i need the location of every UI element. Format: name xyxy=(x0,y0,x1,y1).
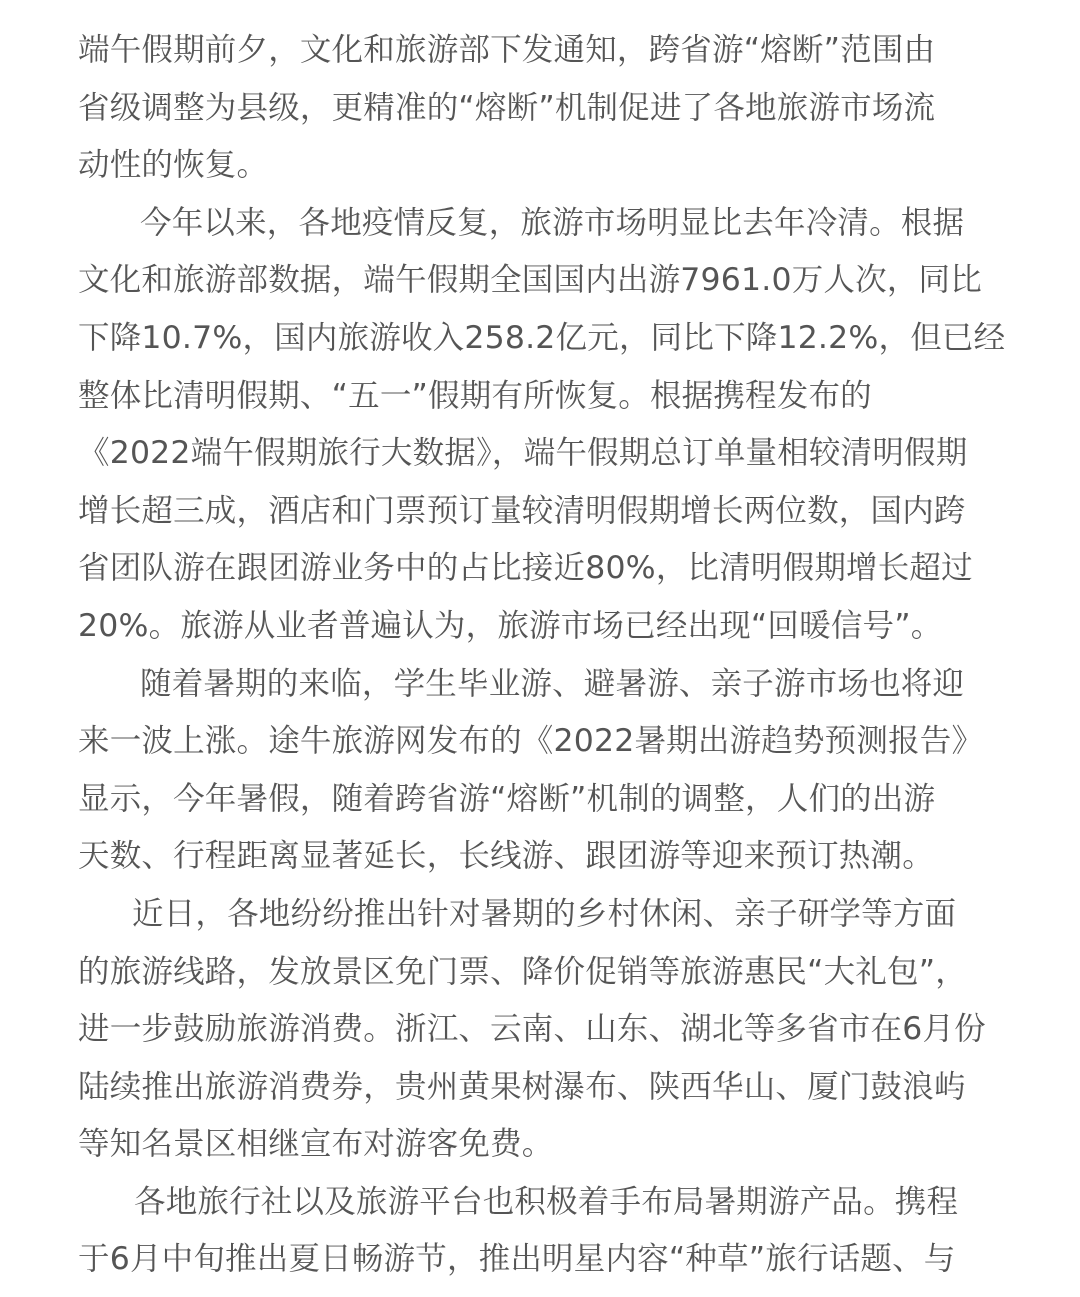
paragraph-3-summer-travel-forecast xyxy=(78,656,1008,886)
text-line: 文化和旅游部数据，端午假期全国国内出游7961.0万人次，同比 xyxy=(78,262,982,299)
text-line: 动性的恢复。 xyxy=(78,147,269,184)
text-line: 等知名景区相继宣布对游客免费。 xyxy=(78,1126,554,1163)
text-line: 下降10.7%，国内旅游收入258.2亿元，同比下降12.2%，但已经 xyxy=(78,319,1006,356)
text-line: 进一步鼓励旅游消费。浙江、云南、山东、湖北等多省市在6月份 xyxy=(78,1011,986,1048)
text-line: 20%。旅游从业者普遍认为，旅游市场已经出现“回暖信号”。 xyxy=(78,607,943,644)
paragraph-4-local-promotions xyxy=(78,886,1008,1174)
text-line: 增长超三成，酒店和门票预订量较清明假期增长两位数，国内跨 xyxy=(78,492,966,529)
text-line: 端午假期前夕，文化和旅游部下发通知，跨省游“熔断”范围由 xyxy=(78,32,936,68)
text-line: 来一波上涨。途牛旅游网发布的《2022暑期出游趋势预测报告》 xyxy=(78,723,984,760)
text-line: 的旅游线路，发放景区免门票、降价促销等旅游惠民“大礼包”， xyxy=(78,953,967,990)
text-line: 于6月中旬推出夏日畅游节，推出明星内容“种草”旅行话题、与 xyxy=(78,1241,956,1278)
text-line: 省级调整为县级，更精准的“熔断”机制促进了各地旅游市场流 xyxy=(78,89,936,126)
text-line: 省团队游在跟团游业务中的占比接近80%，比清明假期增长超过 xyxy=(78,550,973,587)
text-line: 显示，今年暑假，随着跨省游“熔断”机制的调整，人们的出游 xyxy=(78,780,936,817)
paragraph-5-travel-agencies xyxy=(78,1174,1008,1289)
paragraph-2-dragon-boat-data xyxy=(78,195,1008,656)
text-line: 各地旅行社以及旅游平台也积极着手布局暑期游产品。携程 xyxy=(134,1183,959,1220)
text-line: 今年以来，各地疫情反复，旅游市场明显比去年冷清。根据 xyxy=(140,204,965,241)
text-line: 随着暑期的来临，学生毕业游、避暑游、亲子游市场也将迎 xyxy=(140,665,965,702)
text-line: 《2022端午假期旅行大数据》，端午假期总订单量相较清明假期 xyxy=(78,435,968,472)
text-line: 陆续推出旅游消费券，贵州黄果树瀑布、陕西华山、厦门鼓浪屿 xyxy=(78,1068,966,1105)
text-line: 近日，各地纷纷推出针对暑期的乡村休闲、亲子研学等方面 xyxy=(132,895,957,932)
paragraph-1-circuit-breaker-notice xyxy=(78,22,1008,195)
article-body xyxy=(78,22,1008,1289)
text-line: 整体比清明假期、“五一”假期有所恢复。根据携程发布的 xyxy=(78,377,872,414)
text-line: 天数、行程距离显著延长，长线游、跟团游等迎来预订热潮。 xyxy=(78,838,934,875)
